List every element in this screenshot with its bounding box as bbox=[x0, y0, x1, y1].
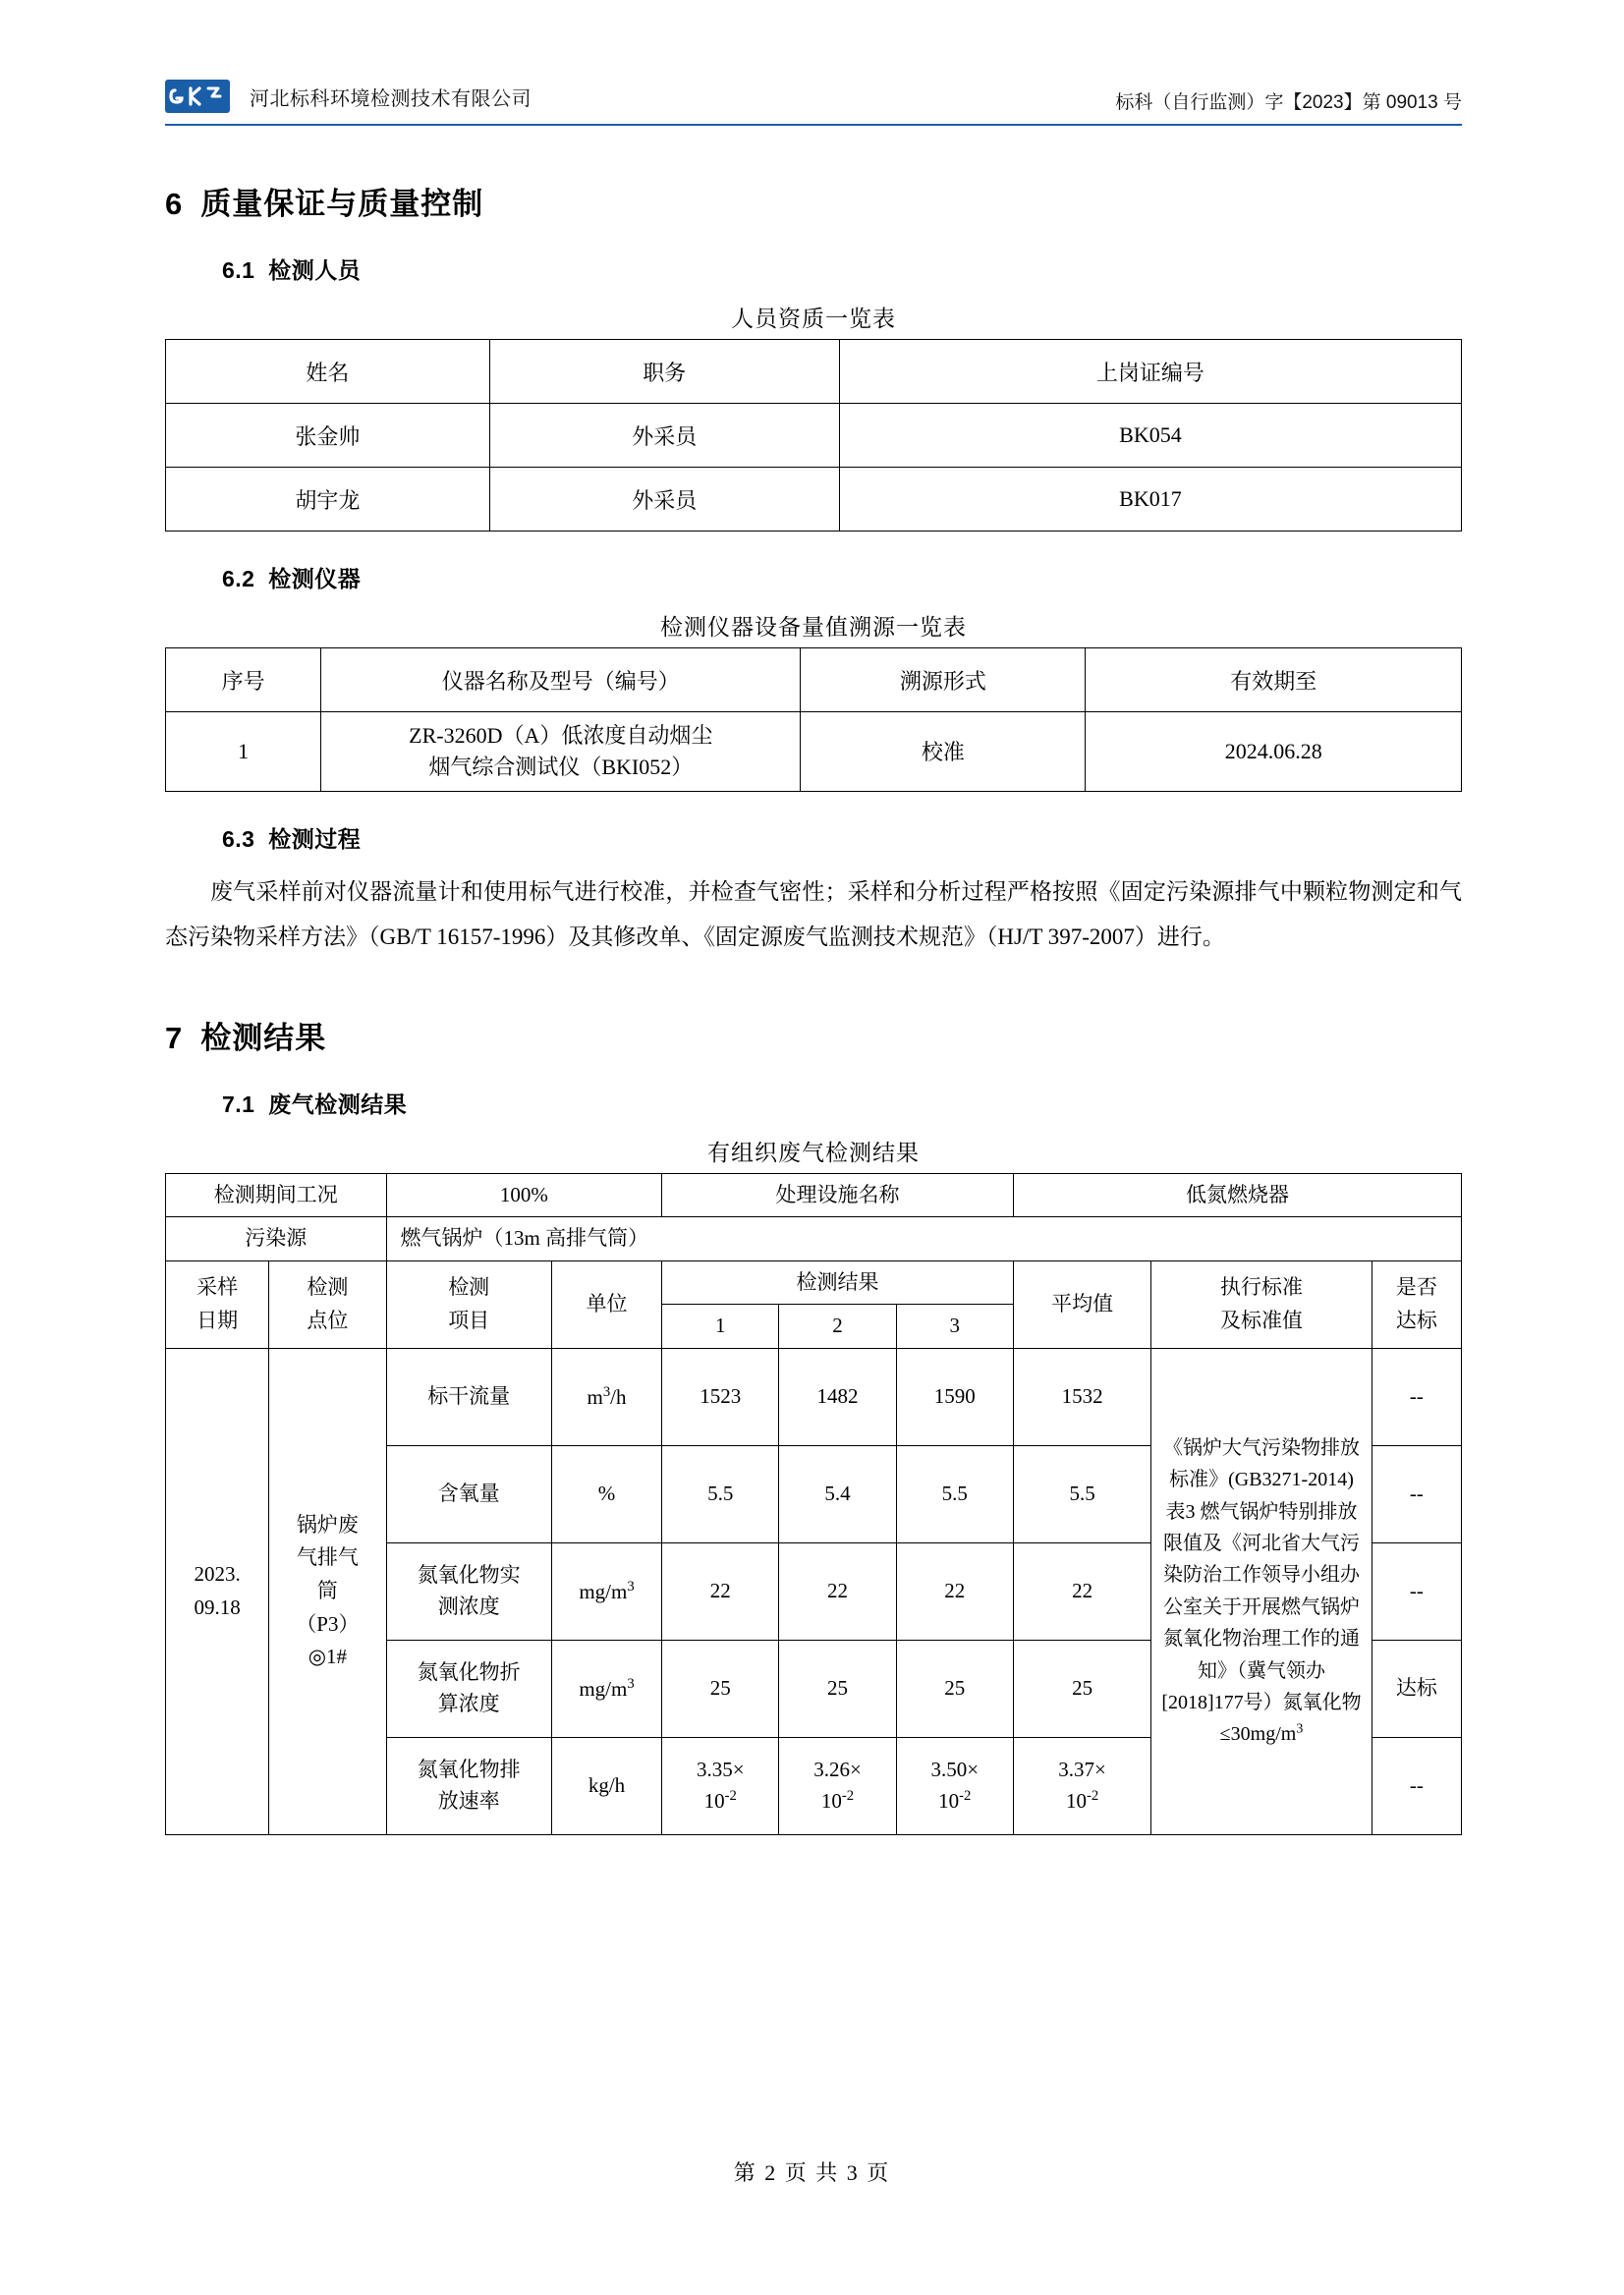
page-content bbox=[165, 77, 1462, 1835]
subsection-title-71: 废气检测结果 bbox=[268, 1091, 408, 1117]
table-row bbox=[166, 712, 1462, 792]
section-title-7: 检测结果 bbox=[200, 1020, 327, 1055]
instrument-header-valid: 有效期至 bbox=[1086, 648, 1462, 712]
waste-gas-results-table bbox=[165, 1173, 1462, 1835]
header-item: 检测 项目 bbox=[386, 1260, 551, 1348]
instrument-header-no: 序号 bbox=[166, 648, 321, 712]
personnel-cert-1: BK054 bbox=[839, 404, 1461, 468]
personnel-name-2: 胡宇龙 bbox=[166, 468, 490, 532]
subsection-title-62: 检测仪器 bbox=[268, 566, 362, 591]
company-logo-icon bbox=[165, 77, 234, 116]
instrument-name-line2: 烟气综合测试仪（BKI052） bbox=[428, 754, 694, 779]
subsection-title-63: 检测过程 bbox=[268, 825, 362, 852]
header-sample-point: 检测 点位 bbox=[269, 1260, 386, 1348]
page-footer: 第 2 页 共 3 页 bbox=[733, 2160, 891, 2185]
table-header-row bbox=[166, 648, 1462, 712]
section-heading-results bbox=[165, 1013, 1462, 1057]
source-value: 燃气锅炉（13m 高排气筒） bbox=[386, 1217, 1462, 1261]
cell-avg-3: 22 bbox=[1013, 1542, 1150, 1640]
cell-pass-5: -- bbox=[1372, 1737, 1461, 1834]
cell-unit-3: $mg/m^3$ bbox=[551, 1542, 661, 1640]
condition-row bbox=[166, 1173, 1462, 1217]
instrument-no-1: 1 bbox=[166, 712, 321, 792]
cell-item-2: 含氧量 bbox=[386, 1445, 551, 1542]
facility-label: 处理设施名称 bbox=[662, 1173, 1014, 1217]
subsection-title-61: 检测人员 bbox=[268, 257, 362, 283]
instrument-header-name: 仪器名称及型号（编号） bbox=[321, 648, 801, 712]
source-row bbox=[166, 1217, 1462, 1261]
condition-label: 检测期间工况 bbox=[166, 1173, 387, 1217]
cell-avg-1: 1532 bbox=[1013, 1348, 1150, 1445]
cell-r3-3: 22 bbox=[896, 1542, 1013, 1640]
section-title-6: 质量保证与质量控制 bbox=[200, 187, 484, 221]
section-heading-qa bbox=[165, 179, 1462, 223]
personnel-name-1: 张金帅 bbox=[166, 404, 490, 468]
personnel-role-2: 外采员 bbox=[489, 468, 839, 532]
personnel-role-1: 外采员 bbox=[489, 404, 839, 468]
subsection-number-61: 6.1 bbox=[222, 257, 255, 283]
table-header-row bbox=[166, 1260, 1462, 1305]
cell-item-5: 氮氧化物排 放速率 bbox=[386, 1737, 551, 1834]
process-paragraph: 废气采样前对仪器流量计和使用标气进行校准，并检查气密性；采样和分析过程严格按照《固定污染源排气中颗粒物测定和气态污染物采样方法》（GB/T 16157-1996）及其修改单、《固定源废气监测技术规范》（HJ/T 397-2007）进行。 bbox=[165, 878, 1462, 949]
subsection-number-71: 7.1 bbox=[222, 1091, 255, 1117]
cell-avg-4: 25 bbox=[1013, 1640, 1150, 1737]
header-pass: 是否 达标 bbox=[1372, 1260, 1461, 1348]
cell-unit-4: $mg/m^3$ bbox=[551, 1640, 661, 1737]
results-table-caption: 有组织废气检测结果 bbox=[707, 1140, 920, 1165]
cell-unit-1: $m^3/h$ bbox=[551, 1348, 661, 1445]
subsection-heading-instrument bbox=[222, 561, 1462, 593]
header-result-1: 1 bbox=[662, 1305, 779, 1349]
cell-sample-point: 锅炉废 气排气 筒 （P3） ◎1# bbox=[269, 1348, 386, 1834]
subsection-heading-waste-gas bbox=[222, 1087, 1462, 1119]
cell-unit-5: kg/h bbox=[551, 1737, 661, 1834]
header-unit: 单位 bbox=[551, 1260, 661, 1348]
cell-r1-4: 25 bbox=[662, 1640, 779, 1737]
header-left-group bbox=[165, 77, 532, 116]
subsection-heading-personnel bbox=[222, 252, 1462, 285]
section-number-7: 7 bbox=[165, 1020, 184, 1055]
cell-r2-3: 22 bbox=[779, 1542, 896, 1640]
instrument-trace-1: 校准 bbox=[801, 712, 1086, 792]
cell-r3-4: 25 bbox=[896, 1640, 1013, 1737]
subsection-heading-process bbox=[222, 821, 1462, 854]
section-number-6: 6 bbox=[165, 187, 184, 221]
document-number: 标科（自行监测）字【2023】第 09013 号 bbox=[1115, 92, 1462, 113]
cell-item-1: 标干流量 bbox=[386, 1348, 551, 1445]
subsection-number-62: 6.2 bbox=[222, 566, 255, 591]
cell-pass-1: -- bbox=[1372, 1348, 1461, 1445]
cell-r1-2: 5.5 bbox=[662, 1445, 779, 1542]
cell-pass-3: -- bbox=[1372, 1542, 1461, 1640]
instrument-header-trace: 溯源形式 bbox=[801, 648, 1086, 712]
instrument-name-1 bbox=[321, 712, 801, 792]
company-name: 河北标科环境检测技术有限公司 bbox=[250, 87, 532, 110]
cell-standard: 《锅炉大气污染物排放标准》(GB3271-2014)表3 燃气锅炉特别排放限值及《河北省大气污染防治工作领导小组办公室关于开展燃气锅炉氮氧化物治理工作的通知》（冀气领办[2018]177号）氮氧化物$\le 30mg/m^3$ bbox=[1151, 1348, 1372, 1834]
cell-r1-3: 22 bbox=[662, 1542, 779, 1640]
instrument-table bbox=[165, 647, 1462, 792]
table-header-row bbox=[166, 340, 1462, 404]
cell-avg-2: 5.5 bbox=[1013, 1445, 1150, 1542]
header-results: 检测结果 bbox=[662, 1260, 1014, 1305]
document-header bbox=[165, 77, 1462, 126]
cell-sample-date: 2023. 09.18 bbox=[166, 1348, 269, 1834]
personnel-header-role: 职务 bbox=[489, 340, 839, 404]
personnel-cert-2: BK017 bbox=[839, 468, 1461, 532]
table-row bbox=[166, 1348, 1462, 1445]
cell-pass-2: -- bbox=[1372, 1445, 1461, 1542]
cell-avg-5: 3.37× $10^{-2}$ bbox=[1013, 1737, 1150, 1834]
cell-unit-2: % bbox=[551, 1445, 661, 1542]
cell-r3-1: 1590 bbox=[896, 1348, 1013, 1445]
condition-value: 100% bbox=[386, 1173, 662, 1217]
cell-item-4: 氮氧化物折 算浓度 bbox=[386, 1640, 551, 1737]
instrument-valid-1: 2024.06.28 bbox=[1086, 712, 1462, 792]
cell-r2-1: 1482 bbox=[779, 1348, 896, 1445]
cell-pass-4: 达标 bbox=[1372, 1640, 1461, 1737]
personnel-header-name: 姓名 bbox=[166, 340, 490, 404]
header-sample-date: 采样 日期 bbox=[166, 1260, 269, 1348]
personnel-table bbox=[165, 339, 1462, 532]
table-row bbox=[166, 404, 1462, 468]
personnel-table-caption: 人员资质一览表 bbox=[731, 307, 896, 331]
instrument-table-caption: 检测仪器设备量值溯源一览表 bbox=[660, 615, 967, 640]
subsection-number-63: 6.3 bbox=[222, 825, 255, 852]
cell-r3-5: 3.50× $10^{-2}$ bbox=[896, 1737, 1013, 1834]
cell-item-3: 氮氧化物实 测浓度 bbox=[386, 1542, 551, 1640]
cell-r3-2: 5.5 bbox=[896, 1445, 1013, 1542]
facility-value: 低氮燃烧器 bbox=[1013, 1173, 1461, 1217]
header-result-3: 3 bbox=[896, 1305, 1013, 1349]
header-result-2: 2 bbox=[779, 1305, 896, 1349]
cell-r1-1: 1523 bbox=[662, 1348, 779, 1445]
header-average: 平均值 bbox=[1013, 1260, 1150, 1348]
instrument-name-line1: ZR-3260D（A）低浓度自动烟尘 bbox=[409, 723, 713, 748]
personnel-header-cert: 上岗证编号 bbox=[839, 340, 1461, 404]
source-label: 污染源 bbox=[166, 1217, 387, 1261]
cell-r2-4: 25 bbox=[779, 1640, 896, 1737]
cell-r2-5: 3.26× $10^{-2}$ bbox=[779, 1737, 896, 1834]
cell-r1-5: 3.35× $10^{-2}$ bbox=[662, 1737, 779, 1834]
table-row bbox=[166, 468, 1462, 532]
header-standard: 执行标准 及标准值 bbox=[1151, 1260, 1372, 1348]
cell-r2-2: 5.4 bbox=[779, 1445, 896, 1542]
